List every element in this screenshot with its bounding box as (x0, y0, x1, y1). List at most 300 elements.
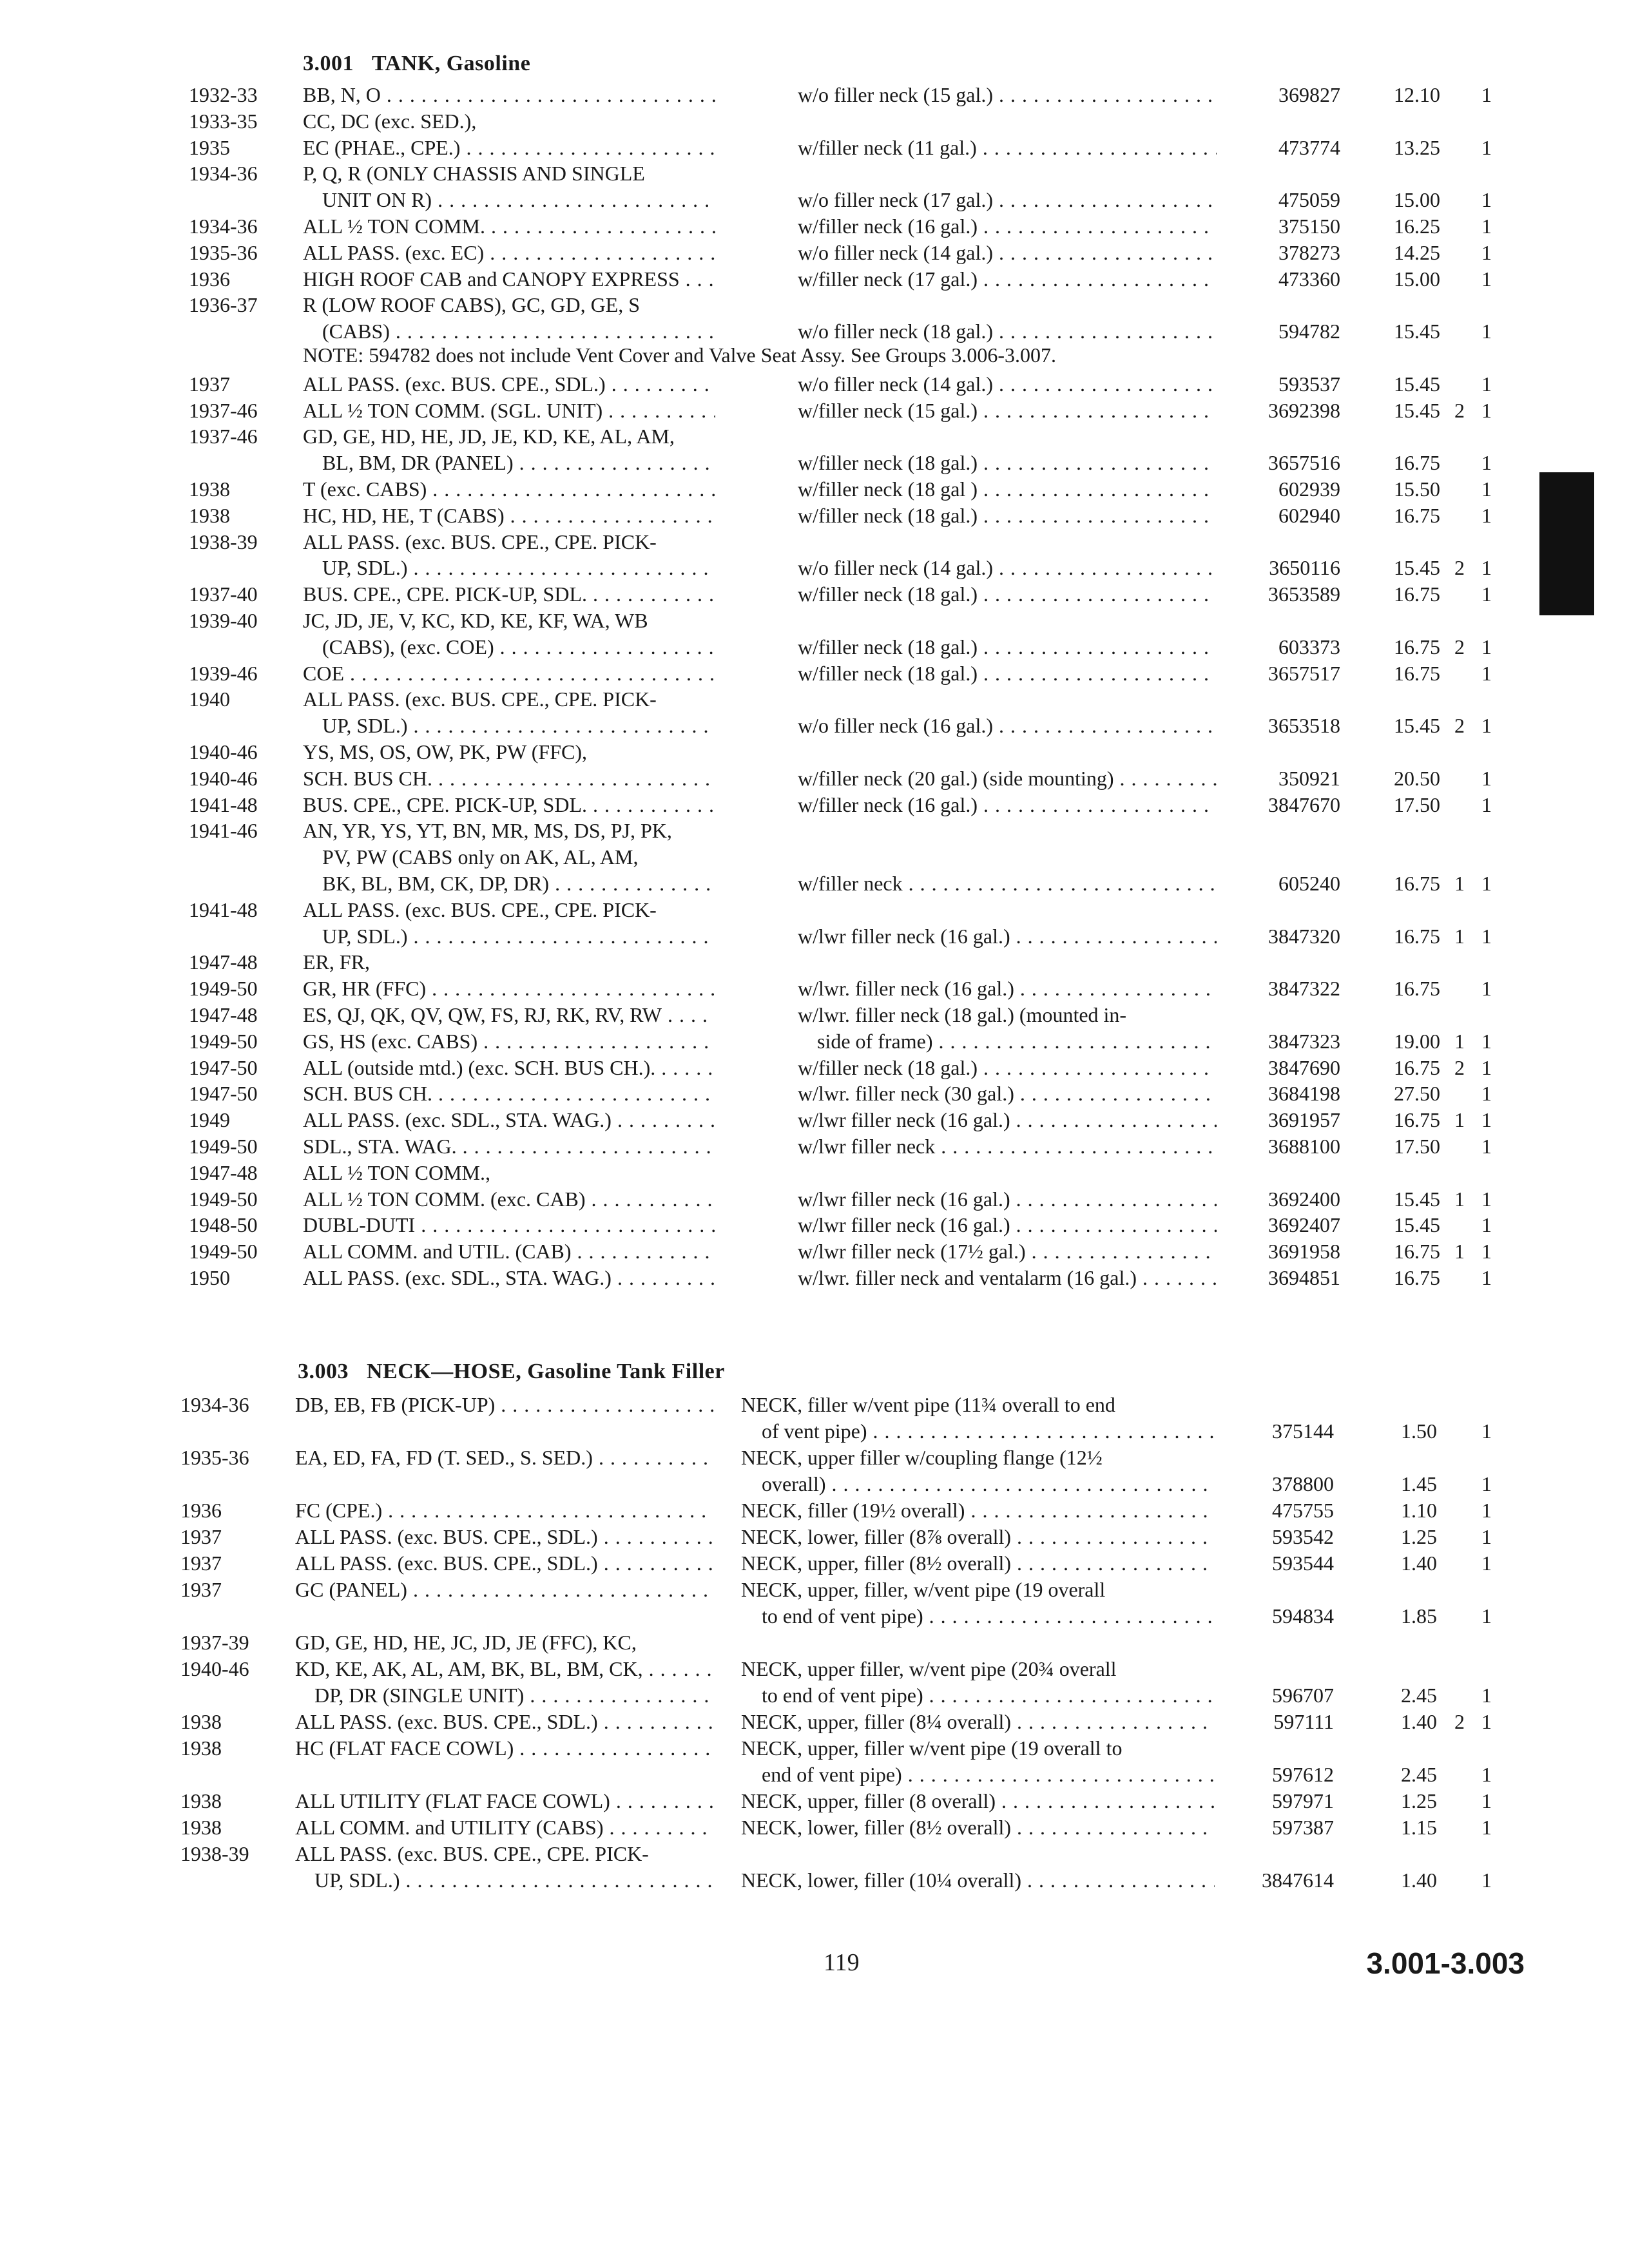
row-model: BL, BM, DR (PANEL) . . . (322, 450, 715, 476)
parts-row (0, 1212, 1629, 1238)
row-part: 597971 (1272, 1789, 1334, 1812)
row-desc: w/filler neck (11 gal.) . . . (798, 135, 1217, 160)
parts-row (0, 1418, 1629, 1444)
row-q2: 1 (1481, 1213, 1492, 1237)
row-desc: NECK, filler w/vent pipe (11¾ overall to end (741, 1393, 1115, 1416)
row-year: 1949 (189, 1108, 230, 1132)
row-year: 1936 (189, 267, 230, 291)
row-desc: NECK, lower, filler (8½ overall) . . . (741, 1814, 1215, 1840)
row-model: ALL ½ TON COMM., (303, 1160, 490, 1184)
row-desc: NECK, upper, filler (8¼ overall) . . . (741, 1709, 1215, 1735)
row-year: 1934-36 (180, 1393, 249, 1416)
row-model: ALL PASS. (exc. BUS. CPE., CPE. PICK- (303, 687, 657, 711)
row-part: 597387 (1272, 1816, 1334, 1839)
row-price: 16.75 (1394, 1266, 1440, 1289)
row-desc: NECK, upper, filler (8 overall) . . . (741, 1788, 1215, 1814)
row-price: 16.75 (1394, 582, 1440, 606)
row-price: 1.45 (1401, 1472, 1437, 1495)
row-part: 3847614 (1262, 1869, 1334, 1892)
parts-row (0, 135, 1629, 160)
row-desc: NECK, upper filler, w/vent pipe (20¾ overall (741, 1657, 1117, 1680)
parts-row (0, 1471, 1629, 1497)
row-desc: w/filler neck (18 gal.) . . . (798, 634, 1217, 660)
row-price: 15.45 (1394, 372, 1440, 396)
row-price: 15.00 (1394, 188, 1440, 212)
row-part: 3657516 (1268, 451, 1340, 475)
parts-row (0, 1762, 1629, 1787)
parts-row (0, 1133, 1629, 1159)
parts-row (0, 1081, 1629, 1106)
row-model: UNIT ON R) . . . (322, 187, 715, 213)
row-q2: 1 (1481, 1266, 1492, 1289)
row-price: 17.50 (1394, 1135, 1440, 1158)
parts-row (0, 1107, 1629, 1133)
row-part: 3692407 (1268, 1213, 1340, 1237)
section-number: 3.003 (298, 1360, 349, 1383)
row-year: 1937-46 (189, 425, 258, 448)
row-q2: 1 (1481, 1187, 1492, 1211)
row-price: 15.00 (1394, 267, 1440, 291)
row-q2: 1 (1481, 977, 1492, 1001)
parts-row (0, 82, 1629, 108)
row-part: 3847690 (1268, 1055, 1340, 1079)
row-price: 16.75 (1394, 1240, 1440, 1264)
row-price: 15.45 (1394, 1213, 1440, 1237)
row-q2: 1 (1481, 320, 1492, 343)
row-q2: 1 (1481, 477, 1492, 501)
row-part: 3692398 (1268, 398, 1340, 422)
row-q1: 1 (1454, 872, 1465, 895)
row-year: 1940-46 (180, 1657, 249, 1680)
row-year: 1935-36 (180, 1446, 249, 1469)
row-desc: to end of vent pipe) . . . (762, 1682, 1215, 1708)
row-desc: w/o filler neck (16 gal.) . . . (798, 713, 1217, 738)
parts-row (0, 476, 1629, 502)
parts-row (0, 949, 1629, 975)
row-model: ALL UTILITY (FLAT FACE COWL) . . . (295, 1788, 714, 1814)
row-part: 602940 (1278, 503, 1340, 527)
section-title (303, 52, 530, 76)
row-desc: w/filler neck (18 gal.) . . . (798, 581, 1217, 607)
parts-row (0, 923, 1629, 949)
row-model: ALL PASS. (exc. BUS. CPE., CPE. PICK- (295, 1842, 649, 1865)
parts-row (0, 108, 1629, 134)
group-range: 3.001-3.003 (1366, 1946, 1525, 1980)
row-model: COE . . . (303, 660, 715, 686)
row-year: 1938 (180, 1789, 222, 1812)
row-model: ALL PASS. (exc. SDL., STA. WAG.) . . . (303, 1107, 715, 1133)
row-model: ER, FR, (303, 950, 371, 974)
row-desc: overall) . . . (762, 1471, 1215, 1497)
row-part: 475755 (1272, 1499, 1334, 1522)
row-price: 15.45 (1394, 556, 1440, 580)
row-q2: 1 (1481, 398, 1492, 422)
row-year: 1932-33 (189, 83, 258, 106)
row-model: ALL ½ TON COMM. (exc. CAB) . . . (303, 1186, 715, 1212)
row-q2: 1 (1481, 188, 1492, 212)
row-desc: w/filler neck (17 gal.) . . . (798, 266, 1217, 292)
row-desc: w/o filler neck (18 gal.) . . . (798, 318, 1217, 344)
row-year: 1949-50 (189, 1029, 258, 1053)
row-part: 375144 (1272, 1419, 1334, 1443)
row-part: 473774 (1278, 135, 1340, 159)
row-price: 16.75 (1394, 1108, 1440, 1132)
parts-row (0, 1002, 1629, 1028)
row-model: ES, QJ, QK, QV, QW, FS, RJ, RK, RV, RW . . . (303, 1002, 715, 1028)
row-price: 16.75 (1394, 635, 1440, 658)
row-part: 375150 (1278, 215, 1340, 238)
row-q2: 1 (1481, 1525, 1492, 1548)
row-price: 16.75 (1394, 977, 1440, 1001)
row-q2: 1 (1481, 635, 1492, 658)
parts-row (0, 870, 1629, 896)
row-year: 1937-39 (180, 1631, 249, 1654)
row-part: 594782 (1278, 320, 1340, 343)
row-model: ALL PASS. (exc. EC) . . . (303, 240, 715, 265)
row-model: BUS. CPE., CPE. PICK-UP, SDL. . . . (303, 792, 715, 818)
row-price: 13.25 (1394, 135, 1440, 159)
row-model: (CABS) . . . (322, 318, 715, 344)
row-desc: w/lwr. filler neck (30 gal.) . . . (798, 1081, 1217, 1106)
section-number: 3.001 (303, 52, 354, 75)
row-price: 1.25 (1401, 1789, 1437, 1812)
parts-row (0, 240, 1629, 265)
row-year: 1938 (180, 1710, 222, 1733)
row-part: 378800 (1272, 1472, 1334, 1495)
row-model: ALL PASS. (exc. BUS. CPE., SDL.) . . . (295, 1709, 714, 1735)
row-model: ALL PASS. (exc. BUS. CPE., SDL.) . . . (295, 1524, 714, 1550)
row-year: 1941-48 (189, 898, 258, 921)
row-year: 1947-50 (189, 1082, 258, 1106)
row-year: 1940 (189, 687, 230, 711)
row-q2: 1 (1481, 1604, 1492, 1628)
row-model: DP, DR (SINGLE UNIT) . . . (314, 1682, 714, 1708)
row-price: 15.45 (1394, 398, 1440, 422)
row-model: ALL (outside mtd.) (exc. SCH. BUS CH.). . . . (303, 1055, 715, 1081)
row-year: 1949-50 (189, 1135, 258, 1158)
row-price: 16.75 (1394, 661, 1440, 685)
row-model: DB, EB, FB (PICK-UP) . . . (295, 1392, 714, 1418)
row-q2: 1 (1481, 582, 1492, 606)
row-year: 1947-48 (189, 1003, 258, 1026)
row-part: 596707 (1272, 1684, 1334, 1707)
row-model: UP, SDL.) . . . (314, 1867, 714, 1893)
row-q2: 1 (1481, 661, 1492, 685)
parts-row (0, 844, 1629, 870)
parts-row (0, 1577, 1629, 1602)
row-desc: w/lwr filler neck (16 gal.) . . . (798, 1186, 1217, 1212)
parts-row (0, 1055, 1629, 1081)
row-q1: 2 (1454, 714, 1465, 738)
row-q2: 1 (1481, 135, 1492, 159)
parts-row (0, 371, 1629, 397)
section-heading: NECK—HOSE, Gasoline Tank Filler (367, 1360, 725, 1383)
parts-row (0, 792, 1629, 818)
parts-row (0, 1445, 1629, 1470)
row-q2: 1 (1481, 372, 1492, 396)
parts-row (0, 503, 1629, 528)
row-price: 15.45 (1394, 1187, 1440, 1211)
row-desc: w/filler neck (18 gal.) . . . (798, 1055, 1217, 1081)
parts-row (0, 975, 1629, 1001)
row-price: 15.50 (1394, 477, 1440, 501)
row-model: P, Q, R (ONLY CHASSIS AND SINGLE (303, 162, 645, 186)
row-price: 14.25 (1394, 240, 1440, 264)
row-part: 603373 (1278, 635, 1340, 658)
row-year: 1938 (189, 477, 230, 501)
row-part: 350921 (1278, 766, 1340, 790)
row-q2: 1 (1481, 1135, 1492, 1158)
parts-row (0, 1265, 1629, 1291)
row-part: 3650116 (1269, 556, 1340, 580)
row-year: 1948-50 (189, 1213, 258, 1237)
row-model: SDL., STA. WAG. . . . (303, 1133, 715, 1159)
row-price: 1.25 (1401, 1525, 1437, 1548)
parts-row (0, 1497, 1629, 1523)
row-desc: w/filler neck (15 gal.) . . . (798, 398, 1217, 423)
row-year: 1939-40 (189, 609, 258, 632)
row-q2: 1 (1481, 793, 1492, 816)
parts-row (0, 1709, 1629, 1735)
row-desc: to end of vent pipe) . . . (762, 1603, 1215, 1629)
parts-row (0, 1603, 1629, 1629)
parts-row (0, 660, 1629, 686)
row-model: BK, BL, BM, CK, DP, DR) . . . (322, 870, 715, 896)
row-desc: w/filler neck (16 gal.) . . . (798, 792, 1217, 818)
row-price: 1.40 (1401, 1869, 1437, 1892)
row-model: T (exc. CABS) . . . (303, 476, 715, 502)
row-desc: NECK, upper, filler (8½ overall) . . . (741, 1550, 1215, 1576)
row-year: 1938 (189, 503, 230, 527)
parts-row (0, 1550, 1629, 1576)
parts-row (0, 529, 1629, 555)
row-model: UP, SDL.) . . . (322, 555, 715, 581)
row-desc: NECK, upper filler w/coupling flange (12½ (741, 1446, 1103, 1469)
row-year: 1936-37 (189, 293, 258, 317)
row-desc: w/lwr filler neck . . . (798, 1133, 1217, 1159)
row-desc: NECK, lower, filler (10¼ overall) . . . (741, 1867, 1215, 1893)
row-year: 1938 (180, 1736, 222, 1760)
row-year: 1937 (180, 1552, 222, 1575)
row-desc: w/filler neck (20 gal.) (side mounting) . . . (798, 765, 1217, 791)
row-model: ALL COMM. and UTIL. (CAB) . . . (303, 1238, 715, 1264)
row-q2: 1 (1481, 1552, 1492, 1575)
row-model: DUBL-DUTI . . . (303, 1212, 715, 1238)
row-part: 3847323 (1268, 1029, 1340, 1053)
row-q1: 2 (1454, 556, 1465, 580)
row-price: 2.45 (1401, 1763, 1437, 1786)
parts-row (0, 1682, 1629, 1708)
row-part: 605240 (1278, 872, 1340, 895)
row-q2: 1 (1481, 766, 1492, 790)
row-year: 1938-39 (180, 1842, 249, 1865)
row-q2: 1 (1481, 1684, 1492, 1707)
row-part: 602939 (1278, 477, 1340, 501)
row-part: 3847322 (1268, 977, 1340, 1001)
parts-row (0, 423, 1629, 449)
row-model: ALL ½ TON COMM. . . . (303, 213, 715, 239)
row-q2: 1 (1481, 1789, 1492, 1812)
row-model: ALL ½ TON COMM. (SGL. UNIT) . . . (303, 398, 715, 423)
row-desc: w/filler neck (18 gal.) . . . (798, 660, 1217, 686)
row-q2: 1 (1481, 1710, 1492, 1733)
row-part: 597111 (1273, 1710, 1334, 1733)
row-model: ALL PASS. (exc. BUS. CPE., SDL.) . . . (295, 1550, 714, 1576)
row-desc: w/filler neck . . . (798, 870, 1217, 896)
row-desc: side of frame) . . . (817, 1028, 1217, 1054)
parts-row (0, 1735, 1629, 1761)
row-q2: 1 (1481, 1240, 1492, 1264)
row-year: 1937 (180, 1578, 222, 1601)
row-price: 16.25 (1394, 215, 1440, 238)
row-q2: 1 (1481, 1763, 1492, 1786)
row-price: 20.50 (1394, 766, 1440, 790)
row-model: KD, KE, AK, AL, AM, BK, BL, BM, CK, . . . (295, 1656, 714, 1682)
row-price: 15.45 (1394, 320, 1440, 343)
row-q2: 1 (1481, 1108, 1492, 1132)
row-part: 378273 (1278, 240, 1340, 264)
row-model: EC (PHAE., CPE.) . . . (303, 135, 715, 160)
row-model: HC (FLAT FACE COWL) . . . (295, 1735, 714, 1761)
row-year: 1935 (189, 135, 230, 159)
row-year: 1941-48 (189, 793, 258, 816)
row-year: 1939-46 (189, 661, 258, 685)
row-desc: w/lwr filler neck (16 gal.) . . . (798, 1212, 1217, 1238)
parts-row (0, 1160, 1629, 1186)
row-price: 1.85 (1401, 1604, 1437, 1628)
row-part: 3688100 (1268, 1135, 1340, 1158)
row-model: (CABS), (exc. COE) . . . (322, 634, 715, 660)
row-model: HIGH ROOF CAB and CANOPY EXPRESS . . . (303, 266, 715, 292)
row-part: 369827 (1278, 83, 1340, 106)
row-year: 1934-36 (189, 215, 258, 238)
row-year: 1949-50 (189, 1187, 258, 1211)
row-model: ALL PASS. (exc. BUS. CPE., CPE. PICK- (303, 530, 657, 553)
row-model: GC (PANEL) . . . (295, 1577, 714, 1602)
parts-row (0, 318, 1629, 344)
row-model: ALL PASS. (exc. BUS. CPE., CPE. PICK- (303, 898, 657, 921)
row-desc: w/lwr filler neck (17½ gal.) . . . (798, 1238, 1217, 1264)
row-q2: 1 (1481, 556, 1492, 580)
parts-row (0, 160, 1629, 186)
parts-row (0, 1629, 1629, 1655)
parts-row (0, 713, 1629, 738)
row-part: 3653589 (1268, 582, 1340, 606)
row-model: BUS. CPE., CPE. PICK-UP, SDL. . . . (303, 581, 715, 607)
parts-row (0, 1238, 1629, 1264)
row-model: R (LOW ROOF CABS), GC, GD, GE, S (303, 293, 641, 317)
row-part: 594834 (1272, 1604, 1334, 1628)
row-part: 3847320 (1268, 924, 1340, 948)
row-year: 1937-40 (189, 582, 258, 606)
row-model: GR, HR (FFC) . . . (303, 975, 715, 1001)
parts-row (0, 581, 1629, 607)
section-note: NOTE: 594782 does not include Vent Cover and Valve Seat Assy. See Groups 3.006-3.007. (303, 343, 1057, 367)
row-model: FC (CPE.) . . . (295, 1497, 714, 1523)
parts-row (0, 1867, 1629, 1893)
row-q1: 1 (1454, 1029, 1465, 1053)
row-desc: NECK, upper, filler, w/vent pipe (19 overall (741, 1578, 1106, 1601)
row-model: SCH. BUS CH. . . . (303, 765, 715, 791)
row-price: 15.45 (1394, 714, 1440, 738)
row-model: YS, MS, OS, OW, PK, PW (FFC), (303, 740, 588, 764)
parts-row (0, 739, 1629, 765)
row-q2: 1 (1481, 451, 1492, 475)
row-q1: 2 (1454, 398, 1465, 422)
row-price: 16.75 (1394, 924, 1440, 948)
row-desc: w/lwr. filler neck (16 gal.) . . . (798, 975, 1217, 1001)
row-q2: 1 (1481, 267, 1492, 291)
row-desc: w/o filler neck (14 gal.) . . . (798, 371, 1217, 397)
row-desc: NECK, filler (19½ overall) . . . (741, 1497, 1215, 1523)
row-price: 1.40 (1401, 1710, 1437, 1733)
row-desc: w/lwr filler neck (16 gal.) . . . (798, 1107, 1217, 1133)
row-model: HC, HD, HE, T (CABS) . . . (303, 503, 715, 528)
parts-row (0, 555, 1629, 581)
row-model: UP, SDL.) . . . (322, 923, 715, 949)
row-year: 1947-50 (189, 1055, 258, 1079)
row-model: BB, N, O . . . (303, 82, 715, 108)
row-q2: 1 (1481, 1055, 1492, 1079)
row-q2: 1 (1481, 872, 1492, 895)
row-model: GD, GE, HD, HE, JC, JD, JE (FFC), KC, (295, 1631, 637, 1654)
page-number: 119 (824, 1949, 860, 1976)
row-q2: 1 (1481, 1869, 1492, 1892)
row-part: 593542 (1272, 1525, 1334, 1548)
parts-row (0, 1524, 1629, 1550)
parts-row (0, 608, 1629, 633)
row-price: 12.10 (1394, 83, 1440, 106)
row-price: 16.75 (1394, 1055, 1440, 1079)
row-price: 16.75 (1394, 451, 1440, 475)
row-q1: 2 (1454, 1710, 1465, 1733)
row-part: 3691958 (1268, 1240, 1340, 1264)
row-part: 3691957 (1268, 1108, 1340, 1132)
row-desc: w/o filler neck (17 gal.) . . . (798, 187, 1217, 213)
row-desc: w/lwr filler neck (16 gal.) . . . (798, 923, 1217, 949)
parts-row (0, 1788, 1629, 1814)
parts-row (0, 686, 1629, 712)
row-desc: NECK, lower, filler (8⅞ overall) . . . (741, 1524, 1215, 1550)
row-part: 597612 (1272, 1763, 1334, 1786)
parts-row (0, 1841, 1629, 1867)
row-price: 27.50 (1394, 1082, 1440, 1106)
row-part: 3694851 (1268, 1266, 1340, 1289)
row-year: 1940-46 (189, 740, 258, 764)
row-model: EA, ED, FA, FD (T. SED., S. SED.) . . . (295, 1445, 714, 1470)
row-model: UP, SDL.) . . . (322, 713, 715, 738)
row-q1: 1 (1454, 1187, 1465, 1211)
row-desc: w/o filler neck (14 gal.) . . . (798, 240, 1217, 265)
row-price: 1.10 (1401, 1499, 1437, 1522)
row-part: 473360 (1278, 267, 1340, 291)
row-part: 3847670 (1268, 793, 1340, 816)
row-q2: 1 (1481, 924, 1492, 948)
row-year: 1937 (180, 1525, 222, 1548)
row-model: ALL COMM. and UTILITY (CABS) . . . (295, 1814, 714, 1840)
row-model: JC, JD, JE, V, KC, KD, KE, KF, WA, WB (303, 609, 648, 632)
row-year: 1947-48 (189, 1160, 258, 1184)
row-part: 3684198 (1268, 1082, 1340, 1106)
section-title (298, 1360, 725, 1384)
row-desc: NECK, upper, filler w/vent pipe (19 overall to (741, 1736, 1123, 1760)
parts-row (0, 266, 1629, 292)
row-year: 1949-50 (189, 977, 258, 1001)
row-desc: end of vent pipe) . . . (762, 1762, 1215, 1787)
row-price: 19.00 (1394, 1029, 1440, 1053)
row-price: 1.15 (1401, 1816, 1437, 1839)
row-part: 3657517 (1268, 661, 1340, 685)
